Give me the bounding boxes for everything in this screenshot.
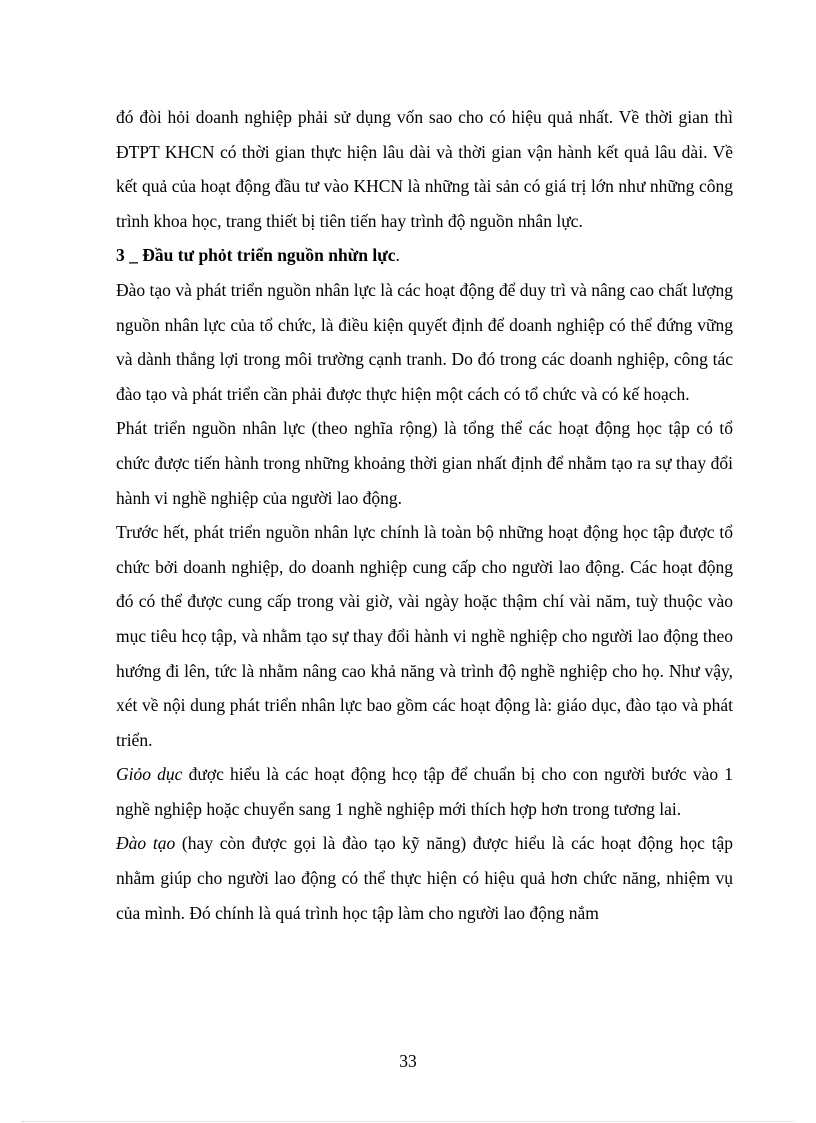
paragraph-training-development: Đào tạo và phát triển nguồn nhân lực là các hoạt động để duy trì và nâng cao chất lượng nguồn nhân lực của tổ chức, là điều kiện quyết định để doanh nghiệp có thể đứng vững và dành thắng lợi trong môi trường cạnh tranh. Do đó trong các doanh nghiệp, công tác đào tạo và phát triển cần phải được thực hiện một cách có tổ chức và có kế hoạch. — [116, 279, 733, 404]
section-heading-period: . — [395, 245, 400, 266]
paragraph-hr-development-details: Trước hết, phát triển nguồn nhân lực chính là toàn bộ những hoạt động học tập được tổ chức bởi doanh nghiệp, do doanh nghiệp cung cấp cho người lao động. Các hoạt động đó có thể được cung cấp trong vài giờ, vài ngày hoặc thậm chí vài năm, tuỳ thuộc vào mục tiêu hcọ tập, và nhằm tạo sự thay đổi hành vi nghề nghiệp cho người lao động theo hướng đi lên, tức là nhằm nâng cao khả năng và trình độ nghề nghiệp cho họ. Như vậy, xét về nội dung phát triển nhân lực bao gồm các hoạt động là: giáo dục, đào tạo và phát triển. — [116, 522, 733, 750]
paragraph-training — [116, 826, 733, 930]
paragraph-education — [116, 757, 733, 826]
paragraph-intro-continuation: đó đòi hỏi doanh nghiệp phải sử dụng vốn sao cho có hiệu quả nhất. Về thời gian thì ĐTPT KHCN có thời gian thực hiện lâu dài và thời gian vận hành kết quả lâu dài. Về kết quả của hoạt động đầu tư vào KHCN là những tài sản có giá trị lớn như những công trình khoa học, trang thiết bị tiên tiến hay trình độ nguồn nhân lực. — [116, 107, 733, 231]
term-training: Đào tạo — [116, 833, 176, 854]
page-number: 33 — [399, 1051, 417, 1071]
paragraph-hr-development-definition: Phát triển nguồn nhân lực (theo nghĩa rộng) là tổng thể các hoạt động học tập có tổ chức được tiến hành trong những khoảng thời gian nhất định để nhằm tạo ra sự thay đổi hành vi nghề nghiệp của người lao động. — [116, 418, 733, 508]
section-heading-text: 3 _ Đầu tư phỏt triển nguồn nhừn lực — [116, 245, 396, 266]
section-heading — [116, 238, 733, 273]
term-education: Giỏo dục — [116, 764, 183, 785]
training-definition: (hay còn được gọi là đào tạo kỹ năng) được hiểu là các hoạt động học tập nhằm giúp cho người lao động có thể thực hiện có hiệu quả hơn chức năng, nhiệm vụ của mình. Đó chính là quá trình học tập làm cho người lao động nắm — [116, 833, 733, 923]
page-bottom-divider — [22, 1121, 794, 1122]
education-definition: được hiểu là các hoạt động hcọ tập để chuẩn bị cho con người bước vào 1 nghề nghiệp hoặc chuyển sang 1 nghề nghiệp mới thích hợp hơn trong tương lai. — [116, 764, 733, 819]
page-body — [116, 100, 733, 930]
